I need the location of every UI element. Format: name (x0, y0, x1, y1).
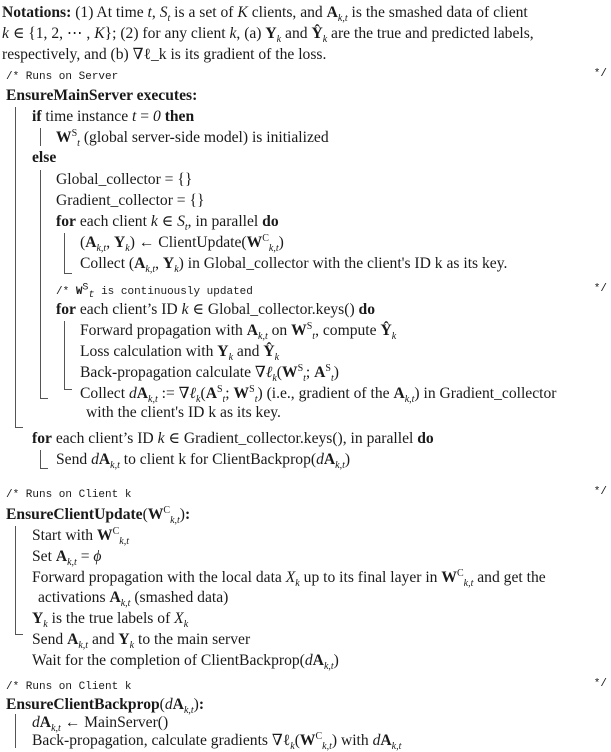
notations-line-2: k ∈ {1, 2, ⋯ , K}; (2) for any client k, (a) $Y_k$ and $Ŷ_k$ are the true and predicted labels, (2, 25, 534, 46)
client-backprop-comment: /* Runs on Client k (6, 681, 132, 693)
client-send-line: Send $A_{k,t}$ and $Y_k$ to the main server (32, 631, 251, 652)
inner-comment: /* $W^S_t$ is continuously updated (56, 282, 253, 302)
client-backprop-comment-end: */ (593, 678, 607, 690)
client-backprop-line: Back-propagation, calculate gradients $\nabla\ell_k(W^C_{k,t})$ with $dA_{k,t}$ (32, 730, 402, 752)
inner-comment-end: */ (593, 283, 607, 295)
loss-line: Loss calculation with $Y_k$ and $Ŷ_k$ (80, 343, 280, 364)
client-update-call: ($A_{k,t}$, $Y_k$) ← $ClientUpdate(W^C_{k,t})$ (80, 232, 284, 255)
set-line: Set $A_{k,t} = \phi$ (32, 548, 102, 569)
client-backprop-title: $EnsureClientBackprop(dA_{k,t})$: (6, 696, 205, 717)
client-update-comment: /* Runs on Client k (6, 489, 132, 501)
collect-gradient-line: Collect $dA_{k,t}$ := $\nabla\ell_k(A^S_t$; $W^S_t$) (i.e., gradient of the $A_{k,t}$) in Gradient_collector (80, 383, 557, 406)
forward-line: Forward propagation with $A_{k,t}$ on $W^S_t$, compute $Ŷ_k$ (80, 320, 397, 343)
for-clients-line: for each client k ∈ $S_t$, in parallel do (56, 213, 279, 234)
recv-line: $dA_{k,t}$ ← MainServer() (32, 714, 169, 735)
if-line: if time instance t = 0 then (32, 108, 195, 125)
init-line: $W^S_t$ (global server-side model) is initialized (56, 127, 329, 150)
server-comment: /* Runs on Server (6, 71, 119, 83)
collect-gradient-cont: with the client's ID k as its key. (86, 404, 281, 421)
start-line: Start with $W^C_{k,t}$ (32, 525, 129, 548)
client-update-comment-end: */ (593, 486, 607, 498)
labels-line: $Y_k$ is the true labels of $X_k$ (32, 610, 189, 631)
client-update-title: $EnsureClientUpdate(W^C_{k,t})$: (6, 504, 191, 527)
notations-line-3: respectively, and (b) ∇ℓ_k is its gradient of the loss. (2, 46, 327, 63)
collect-global-line: Collect ($A_{k,t}$, $Y_k$) in Global_collector with the client's ID k as its key. (80, 255, 508, 276)
gradient-collector-init: Gradient_collector = {} (56, 192, 205, 209)
global-collector-init: Global_collector = {} (56, 171, 193, 188)
client-forward-line: Forward propagation with the local data $X_k$ up to its final layer in $W^C_{k,t}$ and get the (32, 567, 546, 590)
server-comment-end: */ (593, 68, 607, 80)
for-keys-line: for each client’s ID k ∈ Global_collector.keys() do (56, 301, 376, 318)
wait-line: Wait for the completion of $ClientBackprop(dA_{k,t})$ (32, 652, 339, 673)
else-line: else (32, 149, 57, 166)
server-title: EnsureMainServer executes: (6, 87, 198, 104)
send-line: Send $dA_{k,t}$ to client k for $ClientBackprop(dA_{k,t})$ (56, 451, 351, 472)
notations-line-1: Notations: (1) At time t, $S_t$ is a set of K clients, and $A_{k,t}$ is the smashed data of client (2, 4, 528, 25)
for-send-line: for each client’s ID k ∈ Gradient_collector.keys(), in parallel do (32, 430, 434, 447)
backprop-line: Back-propagation calculate $\nabla\ell_k(W^S_t$; $A^S_t$) (80, 362, 339, 385)
activations-line: activations $A_{k,t}$ (smashed data) (38, 589, 229, 610)
notations-label: Notations: (2, 4, 72, 21)
